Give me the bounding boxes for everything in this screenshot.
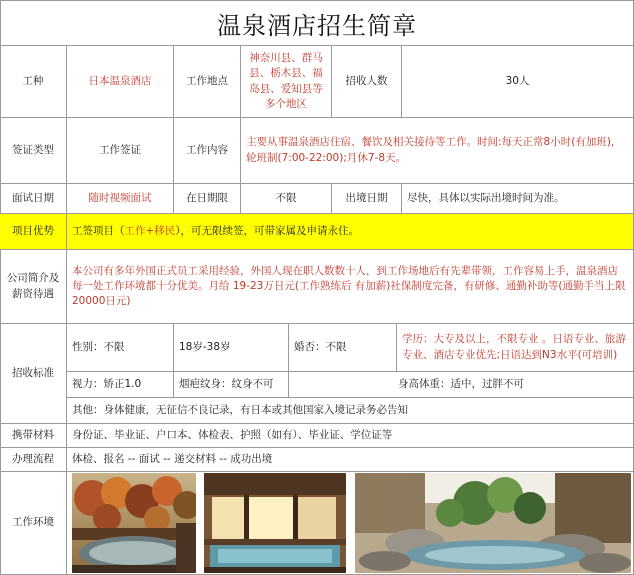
location-label: 工作地点 <box>174 46 241 118</box>
company-intro-label: 公司简介及薪资待遇 <box>0 250 67 324</box>
process-label: 办理流程 <box>0 448 67 472</box>
body-value: 身高体重：适中，过胖不可 <box>289 372 634 398</box>
gender-value: 性别：不限 <box>67 324 174 372</box>
environment-label: 工作环境 <box>0 472 67 575</box>
company-intro-value: 本公司有多年外国正式员工采用经验，外国人现在职人数数十人，到工作场地后有先辈带领，工作容易上手，温泉酒店每一处工作环境都十分优美。月给 19-23万日元(工作熟练后 有加薪)社保制度完备，有研修、通勤补助等(通勤手当上限20000日元) <box>67 250 634 324</box>
visa-type-label: 签证类型 <box>0 118 67 184</box>
interview-date-value: 随时视频面试 <box>67 184 174 214</box>
marriage-value: 婚否：不限 <box>289 324 397 372</box>
departure-date-value: 尽快，具体以实际出境时间为准。 <box>402 184 634 214</box>
advantage-value <box>67 214 634 250</box>
indoor-bath-photo <box>204 473 346 573</box>
advantage-highlight: 工作+移民 <box>124 224 176 237</box>
location-value: 神奈川县、群马县、栃木县、福岛县、爱知县等多个地区 <box>241 46 332 118</box>
process-value: 体检、报名 -- 面试 -- 递交材料 -- 成功出境 <box>67 448 634 472</box>
requirements-label: 招收标准 <box>0 324 67 424</box>
advantage-text-c: ），可无限续签，可带家属及申请永住。 <box>175 224 360 237</box>
headcount-label: 招收人数 <box>332 46 402 118</box>
education-value: 学历：大专及以上，不限专业 。日语专业、旅游专业、酒店专业优先;日语达到N3水平(可培训) <box>397 324 634 372</box>
advantage-label: 项目优势 <box>0 214 67 250</box>
stay-period-value: 不限 <box>241 184 332 214</box>
headcount-value: 30人 <box>402 46 634 118</box>
rock-bath-photo <box>355 473 631 573</box>
visa-type-value: 工作签证 <box>67 118 174 184</box>
work-content-label: 工作内容 <box>174 118 241 184</box>
work-content-value: 主要从事温泉酒店住宿、餐饮及相关接待等工作。时间:每天正常8小时(有加班)，轮班制(7:00-22:00);月休7-8天。 <box>241 118 634 184</box>
materials-value: 身份证、毕业证、户口本、体检表、护照（如有）、毕业证、学位证等 <box>67 424 634 448</box>
job-type-label: 工种 <box>0 46 67 118</box>
age-value: 18岁-38岁 <box>174 324 289 372</box>
page-title: 温泉酒店招生简章 <box>0 0 634 46</box>
job-type-value: 日本温泉酒店 <box>67 46 174 118</box>
interview-date-label: 面试日期 <box>0 184 67 214</box>
materials-label: 携带材料 <box>0 424 67 448</box>
vision-value: 视力：矫正1.0 <box>67 372 174 398</box>
tattoo-value: 烟疤纹身：纹身不可 <box>174 372 289 398</box>
outdoor-bath-photo <box>72 473 196 573</box>
other-requirements: 其他：身体健康，无征信不良记录，有日本或其他国家入境记录务必告知 <box>67 398 634 424</box>
stay-period-label: 在日期限 <box>174 184 241 214</box>
advantage-text-a: 工签项目（ <box>72 224 125 237</box>
departure-date-label: 出境日期 <box>332 184 402 214</box>
